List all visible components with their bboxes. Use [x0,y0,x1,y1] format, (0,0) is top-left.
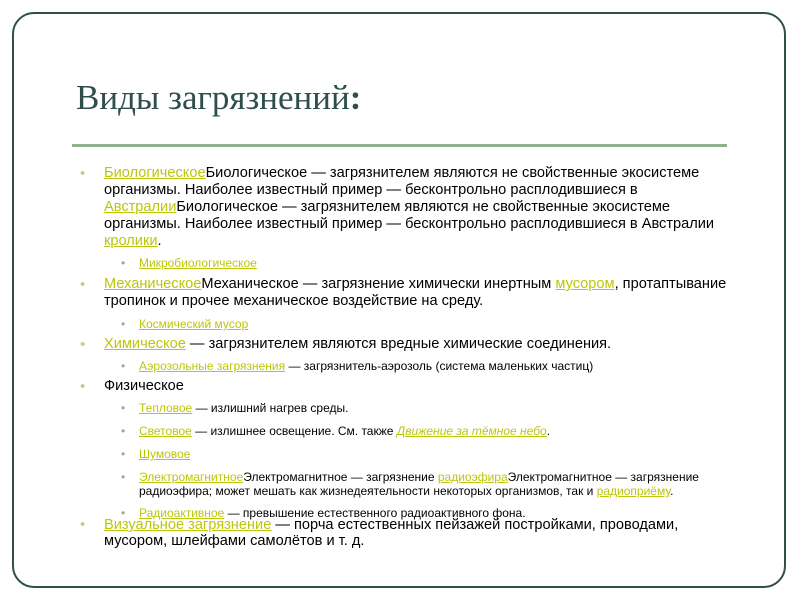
text-light-2: . [546,424,551,438]
text-mechanical-1: Механическое — загрязнение химически инертным [201,276,556,292]
link-radio-ether[interactable]: радиоэфира [437,470,508,484]
link-visual[interactable]: Визуальное загрязнение [104,517,272,533]
text-light: — излишнее освещение. См. также [191,424,397,438]
slide-title-text: Виды загрязнений [76,78,350,117]
link-electromagnetic[interactable]: Электромагнитное [139,470,244,484]
title-divider [72,144,727,147]
link-biological[interactable]: Биологическое [104,165,206,181]
text-chemical: — загрязнителем являются вредные химические соединения. [185,336,612,352]
text-visual: — порча естественных пейзажей постройками, проводами, мусором, шлейфами самолётов и т. д. [104,517,679,549]
list-item-physical [80,378,740,395]
slide-title [76,78,361,118]
link-radioactive[interactable]: Радиоактивное [139,506,225,520]
text-biological-1: Биологическое — загрязнителем являются не свойственные экосистеме организмы. Наиболее известный пример — бесконтрольно расплодившиеся в [104,165,700,198]
link-mechanical[interactable]: Механическое [104,276,202,292]
text-radioactive: — превышение естественного радиоактивного фона. [224,506,526,520]
link-space-debris[interactable]: Космический мусор [139,317,249,331]
list-item-thermal [119,401,740,415]
link-noise[interactable]: Шумовое [139,447,191,461]
link-microbiological[interactable]: Микробиологическое [139,256,257,270]
list-item-space-debris [119,317,740,331]
link-garbage[interactable]: мусором [555,276,615,292]
link-australia[interactable]: Австралии [104,199,177,215]
text-electromagnetic-1: Электромагнитное — загрязнение [243,470,438,484]
link-chemical[interactable]: Химическое [104,336,186,352]
text-physical: Физическое [104,378,184,394]
list-item-chemical [80,336,740,353]
list-item-visual [80,517,740,549]
link-light[interactable]: Световое [139,424,192,438]
list-item-mechanical [80,276,740,310]
slide-title-colon: : [349,78,362,117]
link-rabbits[interactable]: кролики [104,233,158,249]
list-item-aerosol [119,359,740,373]
list-item-biological [80,165,740,250]
text-biological-3: . [157,233,162,249]
link-dark-sky[interactable]: Движение за тёмное небо [396,424,547,438]
bullet-list [80,165,740,549]
link-aerosol[interactable]: Аэрозольные загрязнения [139,359,286,373]
list-item-light [119,424,740,438]
text-electromagnetic-3: . [670,484,674,498]
text-thermal: — излишний нагрев среды. [192,401,349,415]
list-item-microbiological [119,256,740,270]
text-electromagnetic-2: Электромагнитное — загрязнение радиоэфира; может мешать как жизнедеятельности некоторых организмов, так и [139,470,699,498]
text-aerosol: — загрязнитель-аэрозоль (система маленьких частиц) [285,359,594,373]
link-thermal[interactable]: Тепловое [139,401,193,415]
text-biological-2: Биологическое — загрязнителем являются не свойственные экосистеме организмы. Наиболее известный пример — бесконтрольно расплодившиеся в Австралии [104,199,715,232]
link-radio-reception[interactable]: радиоприёму [596,484,671,498]
list-item-electromagnetic [119,470,740,498]
list-item-noise [119,447,740,461]
text-mechanical-2: , протаптывание тропинок и прочее механическое воздействие на среду. [104,276,727,309]
